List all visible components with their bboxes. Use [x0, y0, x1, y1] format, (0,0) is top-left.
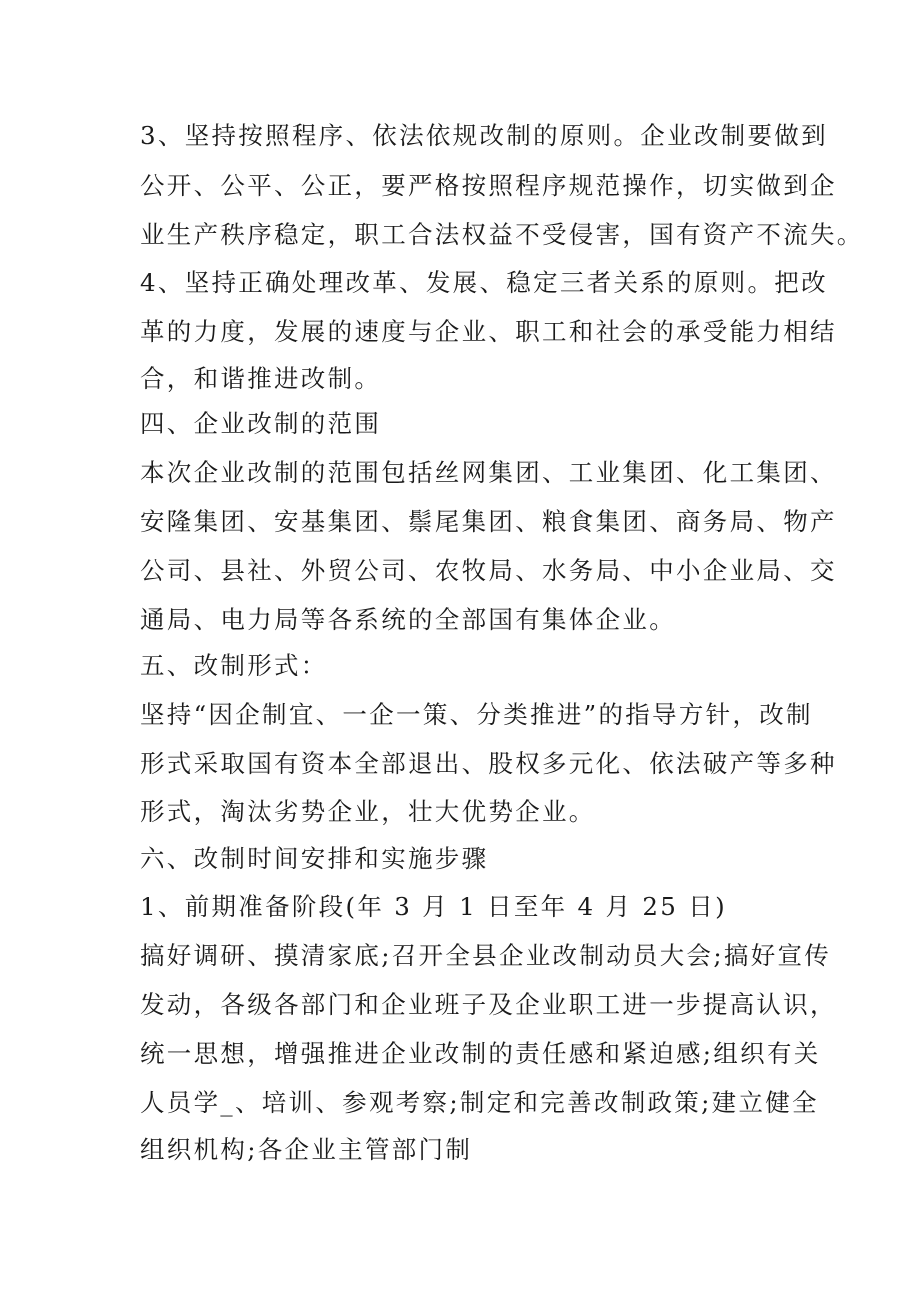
text-line: 革的力度，发展的速度与企业、职工和社会的承受能力相结 — [140, 317, 837, 346]
text-line: 公司、县社、外贸公司、农牧局、水务局、中小企业局、交 — [140, 556, 837, 585]
text-line: 组织机构;各企业主管部门制 — [140, 1135, 473, 1164]
text-line: 4、坚持正确处理改革、发展、稳定三者关系的原则。把改 — [140, 268, 828, 297]
text-line: 业生产秩序稳定，职工合法权益不受侵害，国有资产不流失。 — [140, 220, 864, 249]
section-heading: 五、改制形式： — [140, 651, 328, 680]
text-line: 3、坚持按照程序、依法依规改制的原则。企业改制要做到 — [140, 121, 828, 150]
text-line: 1、前期准备阶段(年 3 月 1 日至年 4 月 25 日) — [140, 892, 727, 921]
text-line: 安隆集团、安基集团、鬃尾集团、粮食集团、商务局、物产 — [140, 507, 837, 536]
section-heading: 四、企业改制的范围 — [140, 409, 382, 438]
text-line: 统一思想，增强推进企业改制的责任感和紧迫感;组织有关 — [140, 1039, 821, 1068]
text-line: 发动，各级各部门和企业班子及企业职工进一步提高认识， — [140, 990, 837, 1019]
text-line: 本次企业改制的范围包括丝网集团、工业集团、化工集团、 — [140, 458, 837, 487]
text-line: 人员学_、培训、参观考察;制定和完善改制政策;建立健全 — [140, 1088, 819, 1117]
text-line: 公开、公平、公正，要严格按照程序规范操作，切实做到企 — [140, 171, 837, 200]
text-line: 搞好调研、摸清家底;召开全县企业改制动员大会;搞好宣传 — [140, 941, 832, 970]
text-line: 通局、电力局等各系统的全部国有集体企业。 — [140, 605, 676, 634]
text-line: 形式采取国有资本全部退出、股权多元化、依法破产等多种 — [140, 749, 837, 778]
text-line: 形式，淘汰劣势企业，壮大优势企业。 — [140, 797, 596, 826]
section-heading: 六、改制时间安排和实施步骤 — [140, 844, 489, 873]
text-line: 坚持“因企制宜、一企一策、分类推进”的指导方针，改制 — [140, 700, 813, 729]
text-line: 合，和谐推进改制。 — [140, 364, 382, 393]
